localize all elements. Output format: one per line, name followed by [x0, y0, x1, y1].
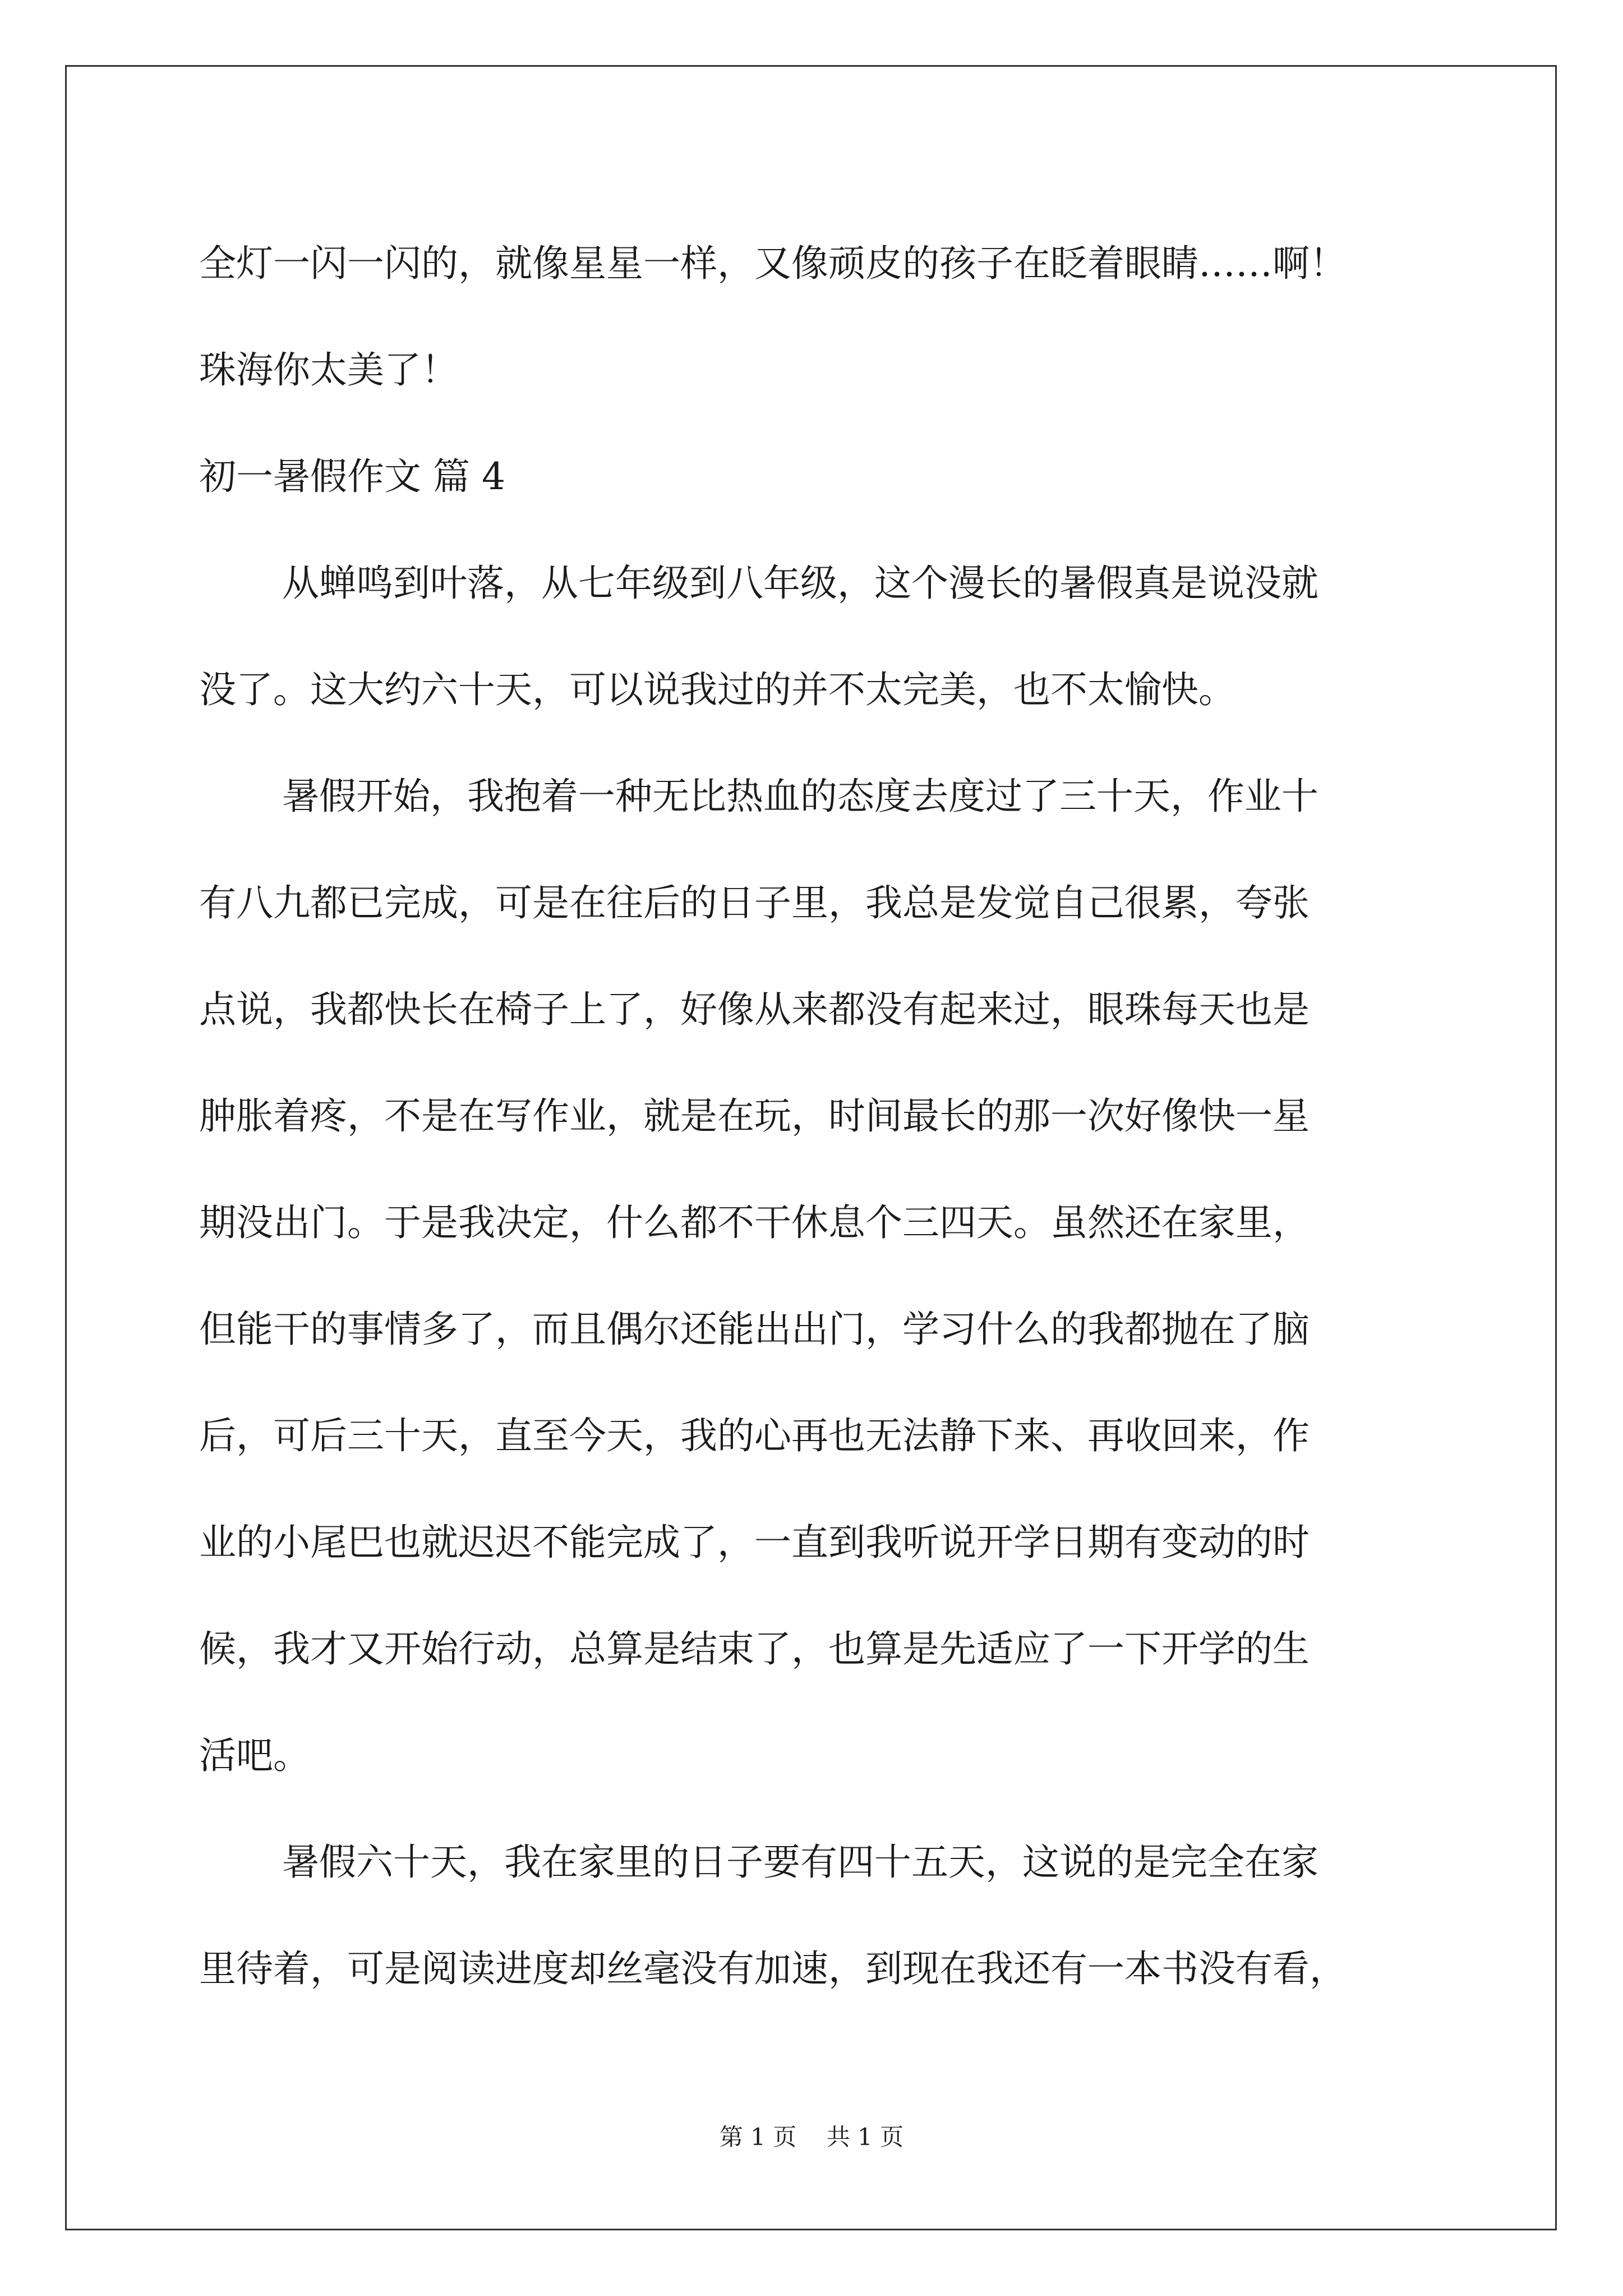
text-line: 但能干的事情多了，而且偶尔还能出出门，学习什么的我都抛在了脑 [199, 1308, 1310, 1351]
text-line: 后，可后三十天，直至今天，我的心再也无法静下来、再收回来，作 [199, 1414, 1310, 1457]
page-number-footer: 第 1 页 共 1 页 [719, 2123, 904, 2151]
text-line: 期没出门。于是我决定，什么都不干休息个三四天。虽然还在家里， [199, 1201, 1310, 1244]
section-heading: 初一暑假作文 篇 4 [199, 455, 505, 498]
paragraph-start-line: 暑假六十天，我在家里的日子要有四十五天，这说的是完全在家 [282, 1841, 1318, 1884]
text-line: 里待着，可是阅读进度却丝毫没有加速，到现在我还有一本书没有看， [199, 1947, 1347, 1990]
text-line: 业的小尾巴也就迟迟不能完成了，一直到我听说开学日期有变动的时 [199, 1521, 1310, 1564]
text-line: 肿胀着疼，不是在写作业，就是在玩，时间最长的那一次好像快一星 [199, 1094, 1310, 1138]
text-line: 有八九都已完成，可是在往后的日子里，我总是发觉自己很累，夸张 [199, 881, 1310, 924]
paragraph-start-line: 从蝉鸣到叶落，从七年级到八年级，这个漫长的暑假真是说没就 [282, 562, 1318, 605]
text-line: 点说，我都快长在椅子上了，好像从来都没有起来过，眼珠每天也是 [199, 988, 1310, 1031]
text-line: 没了。这大约六十天，可以说我过的并不太完美，也不太愉快。 [199, 668, 1235, 711]
text-line: 候，我才又开始行动，总算是结束了，也算是先适应了一下开学的生 [199, 1627, 1310, 1671]
document-body [199, 210, 1433, 2022]
text-line: 活吧。 [199, 1734, 310, 1777]
text-line: 全灯一闪一闪的，就像星星一样，又像顽皮的孩子在眨着眼睛……啊！ [199, 242, 1347, 285]
paragraph-start-line: 暑假开始，我抱着一种无比热血的态度去度过了三十天，作业十 [282, 775, 1318, 818]
text-line: 珠海你太美了！ [199, 348, 458, 392]
